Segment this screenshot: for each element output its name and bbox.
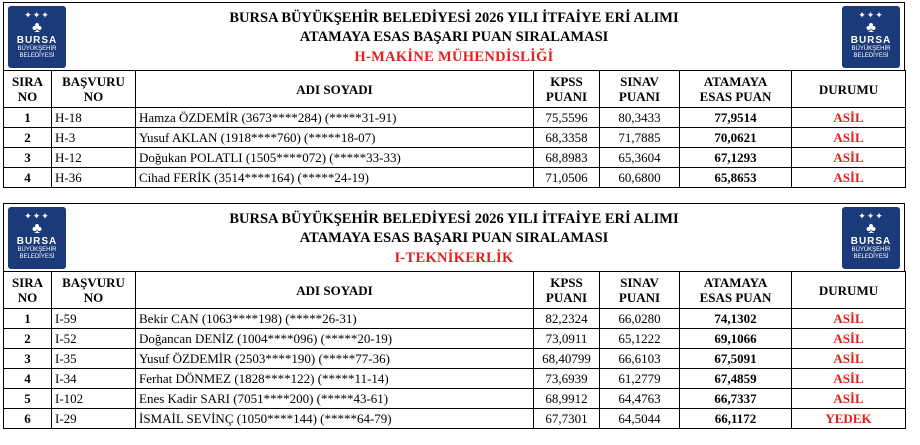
cell-sira: 2 <box>4 128 52 148</box>
cell-sinav: 66,6103 <box>600 349 680 369</box>
cell-sira: 4 <box>4 369 52 389</box>
cell-sira: 5 <box>4 389 52 409</box>
cell-kpss: 68,9912 <box>534 389 600 409</box>
col-header-basvuru: BAŞVURU NO <box>52 272 136 309</box>
cell-basvuru: I-102 <box>52 389 136 409</box>
bursa-logo: ✦✦✦ ♣ BURSA BÜYÜKŞEHİR BELEDİYESİ <box>842 6 900 68</box>
col-header-sira: SIRA NO <box>4 272 52 309</box>
col-header-sinav: SINAV PUANI <box>600 71 680 108</box>
cell-durum: ASİL <box>792 389 906 409</box>
star-ring-icon: ✦✦✦ <box>858 211 884 221</box>
cell-ad: Enes Kadir SARI (7051****200) (*****43-61) <box>136 389 534 409</box>
bursa-logo: ✦✦✦ ♣ BURSA BÜYÜKŞEHİR BELEDİYESİ <box>8 6 66 68</box>
cell-sira: 3 <box>4 349 52 369</box>
cell-basvuru: I-34 <box>52 369 136 389</box>
bursa-logo: ✦✦✦ ♣ BURSA BÜYÜKŞEHİR BELEDİYESİ <box>8 207 66 269</box>
table-row <box>4 389 906 409</box>
cell-ad: Ferhat DÖNMEZ (1828****122) (*****11-14) <box>136 369 534 389</box>
section-header <box>3 203 905 271</box>
cell-atama: 67,4859 <box>680 369 792 389</box>
cell-basvuru: H-3 <box>52 128 136 148</box>
table-row <box>4 168 906 188</box>
cell-sira: 6 <box>4 409 52 429</box>
cell-atama: 74,1302 <box>680 309 792 329</box>
table-row <box>4 309 906 329</box>
cell-basvuru: H-36 <box>52 168 136 188</box>
cell-atama: 67,5091 <box>680 349 792 369</box>
cell-durum: ASİL <box>792 168 906 188</box>
tree-emblem-icon: ♣ <box>866 20 876 36</box>
col-header-kpss: KPSS PUANI <box>534 71 600 108</box>
table-row <box>4 349 906 369</box>
department-title: H-MAKİNE MÜHENDİSLİĞİ <box>354 49 554 65</box>
cell-kpss: 73,6939 <box>534 369 600 389</box>
cell-sinav: 61,2779 <box>600 369 680 389</box>
col-header-basvuru: BAŞVURU NO <box>52 71 136 108</box>
cell-sinav: 64,4763 <box>600 389 680 409</box>
cell-kpss: 73,0911 <box>534 329 600 349</box>
cell-sinav: 60,6800 <box>600 168 680 188</box>
cell-sinav: 64,5044 <box>600 409 680 429</box>
cell-basvuru: I-59 <box>52 309 136 329</box>
cell-atama: 65,8653 <box>680 168 792 188</box>
section-header <box>3 2 905 70</box>
cell-sinav: 65,3604 <box>600 148 680 168</box>
star-ring-icon: ✦✦✦ <box>858 10 884 20</box>
cell-ad: Doğukan POLATLI (1505****072) (*****33-33) <box>136 148 534 168</box>
cell-basvuru: I-35 <box>52 349 136 369</box>
table-header-row <box>4 71 906 108</box>
table-row <box>4 128 906 148</box>
cell-kpss: 68,3358 <box>534 128 600 148</box>
col-header-durum: DURUMU <box>792 272 906 309</box>
cell-sinav: 66,0280 <box>600 309 680 329</box>
document-title: BURSA BÜYÜKŞEHİR BELEDİYESİ 2026 YILI İTFAİYE ERİ ALIMI <box>229 10 679 26</box>
cell-kpss: 75,5596 <box>534 108 600 128</box>
col-header-durum: DURUMU <box>792 71 906 108</box>
cell-durum: ASİL <box>792 309 906 329</box>
col-header-ad: ADI SOYADI <box>136 272 534 309</box>
tree-emblem-icon: ♣ <box>866 221 876 237</box>
table-row <box>4 369 906 389</box>
cell-basvuru: I-52 <box>52 329 136 349</box>
star-ring-icon: ✦✦✦ <box>24 10 50 20</box>
cell-durum: YEDEK <box>792 409 906 429</box>
table-header-row <box>4 272 906 309</box>
cell-atama: 70,0621 <box>680 128 792 148</box>
ranking-table <box>3 70 906 188</box>
cell-basvuru: I-29 <box>52 409 136 429</box>
cell-sira: 4 <box>4 168 52 188</box>
cell-ad: Doğancan DENİZ (1004****096) (*****20-19) <box>136 329 534 349</box>
ranking-table <box>3 271 906 429</box>
cell-durum: ASİL <box>792 369 906 389</box>
cell-kpss: 67,7301 <box>534 409 600 429</box>
document-subtitle: ATAMAYA ESAS BAŞARI PUAN SIRALAMASI <box>299 230 609 246</box>
cell-atama: 67,1293 <box>680 148 792 168</box>
ranking-section-h <box>3 2 905 188</box>
cell-sira: 1 <box>4 108 52 128</box>
cell-ad: Hamza ÖZDEMİR (3673****284) (*****31-91) <box>136 108 534 128</box>
cell-kpss: 68,8983 <box>534 148 600 168</box>
bursa-logo: ✦✦✦ ♣ BURSA BÜYÜKŞEHİR BELEDİYESİ <box>842 207 900 269</box>
ranking-section-i <box>3 203 905 429</box>
cell-ad: Yusuf AKLAN (1918****760) (*****18-07) <box>136 128 534 148</box>
document-title: BURSA BÜYÜKŞEHİR BELEDİYESİ 2026 YILI İTFAİYE ERİ ALIMI <box>229 211 679 227</box>
tree-emblem-icon: ♣ <box>32 20 42 36</box>
tree-emblem-icon: ♣ <box>32 221 42 237</box>
cell-basvuru: H-12 <box>52 148 136 168</box>
table-row <box>4 148 906 168</box>
cell-sira: 3 <box>4 148 52 168</box>
cell-durum: ASİL <box>792 148 906 168</box>
col-header-sira: SIRA NO <box>4 71 52 108</box>
cell-atama: 66,7337 <box>680 389 792 409</box>
table-row <box>4 108 906 128</box>
cell-sinav: 71,7885 <box>600 128 680 148</box>
star-ring-icon: ✦✦✦ <box>24 211 50 221</box>
cell-ad: Yusuf ÖZDEMİR (2503****190) (*****77-36) <box>136 349 534 369</box>
col-header-kpss: KPSS PUANI <box>534 272 600 309</box>
col-header-atama: ATAMAYA ESAS PUAN <box>680 71 792 108</box>
department-title: I-TEKNİKERLİK <box>394 250 514 266</box>
cell-atama: 77,9514 <box>680 108 792 128</box>
cell-sira: 2 <box>4 329 52 349</box>
col-header-atama: ATAMAYA ESAS PUAN <box>680 272 792 309</box>
cell-ad: Bekir CAN (1063****198) (*****26-31) <box>136 309 534 329</box>
cell-atama: 69,1066 <box>680 329 792 349</box>
cell-kpss: 68,40799 <box>534 349 600 369</box>
cell-ad: Cihad FERİK (3514****164) (*****24-19) <box>136 168 534 188</box>
cell-sinav: 65,1222 <box>600 329 680 349</box>
cell-kpss: 82,2324 <box>534 309 600 329</box>
col-header-ad: ADI SOYADI <box>136 71 534 108</box>
cell-basvuru: H-18 <box>52 108 136 128</box>
cell-durum: ASİL <box>792 128 906 148</box>
cell-sinav: 80,3433 <box>600 108 680 128</box>
cell-sira: 1 <box>4 309 52 329</box>
cell-atama: 66,1172 <box>680 409 792 429</box>
cell-durum: ASİL <box>792 108 906 128</box>
table-row <box>4 409 906 429</box>
cell-ad: İSMAİL SEVİNÇ (1050****144) (*****64-79) <box>136 409 534 429</box>
cell-kpss: 71,0506 <box>534 168 600 188</box>
col-header-sinav: SINAV PUANI <box>600 272 680 309</box>
cell-durum: ASİL <box>792 349 906 369</box>
document-subtitle: ATAMAYA ESAS BAŞARI PUAN SIRALAMASI <box>299 29 609 45</box>
table-row <box>4 329 906 349</box>
cell-durum: ASİL <box>792 329 906 349</box>
